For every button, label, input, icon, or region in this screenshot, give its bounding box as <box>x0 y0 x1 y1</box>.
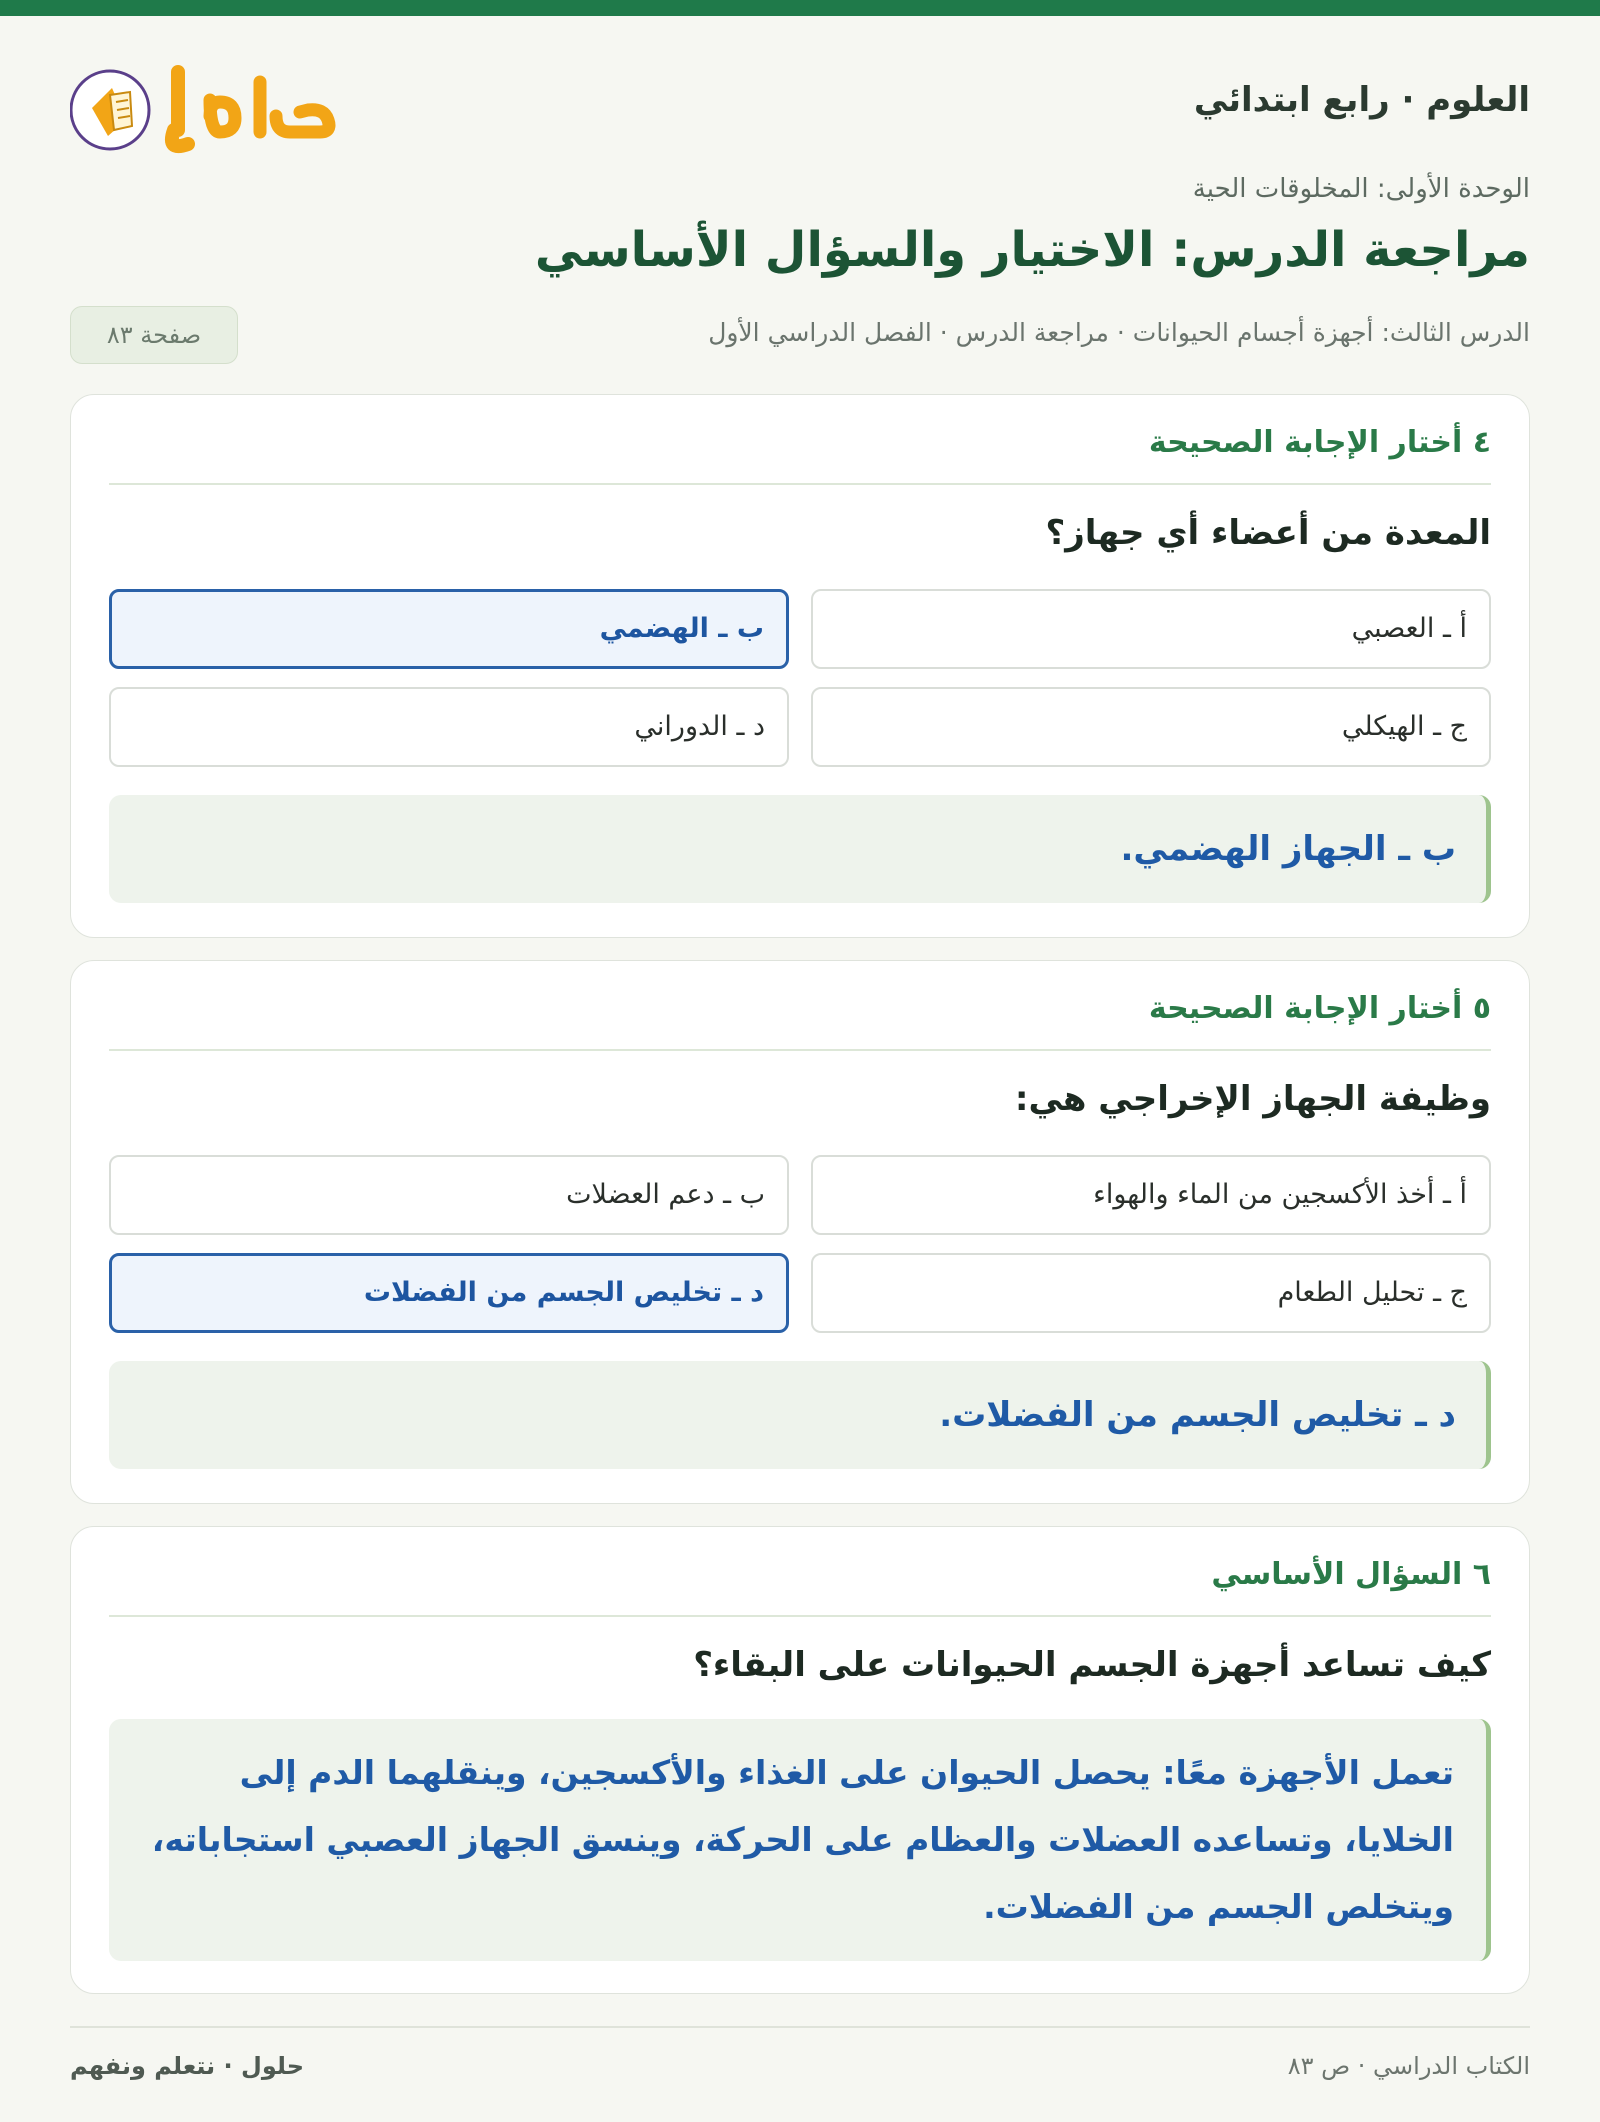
page-number-badge: صفحة ٨٣ <box>70 306 238 364</box>
hulul-logo[interactable] <box>70 60 340 160</box>
subject-title: العلوم · رابع ابتدائي <box>1193 80 1530 120</box>
option-a[interactable]: أ ـ العصبي <box>811 589 1491 669</box>
question-text: وظيفة الجهاز الإخراجي هي: <box>1014 1079 1491 1119</box>
option-b-selected[interactable]: ب ـ الهضمي <box>109 589 789 669</box>
option-c[interactable]: ج ـ تحليل الطعام <box>811 1253 1491 1333</box>
top-accent-bar <box>0 0 1600 16</box>
question-card-4 <box>70 394 1530 938</box>
answer-box: ب ـ الجهاز الهضمي. <box>109 795 1491 903</box>
page-title: مراجعة الدرس: الاختيار والسؤال الأساسي <box>534 222 1530 278</box>
unit-label: الوحدة الأولى: المخلوقات الحية <box>1192 174 1530 204</box>
question-card-6 <box>70 1526 1530 1994</box>
question-heading: ٤ أختار الإجابة الصحيحة <box>1148 425 1491 460</box>
card-heading <box>109 395 1491 485</box>
lesson-breadcrumb: الدرس الثالث: أجهزة أجسام الحيوانات · مراجعة الدرس · الفصل الدراسي الأول <box>708 318 1530 347</box>
option-d[interactable]: د ـ الدوراني <box>109 687 789 767</box>
card-heading <box>109 961 1491 1051</box>
answer-box: د ـ تخليص الجسم من الفضلات. <box>109 1361 1491 1469</box>
option-c[interactable]: ج ـ الهيكلي <box>811 687 1491 767</box>
option-d-selected[interactable]: د ـ تخليص الجسم من الفضلات <box>109 1253 789 1333</box>
question-text: المعدة من أعضاء أي جهاز؟ <box>1045 513 1491 553</box>
footer-brand: حلول · نتعلم ونفهم <box>70 2052 304 2080</box>
question-text: كيف تساعد أجهزة الجسم الحيوانات على البقاء؟ <box>693 1645 1491 1685</box>
footer-divider <box>70 2026 1530 2028</box>
option-a[interactable]: أ ـ أخذ الأكسجين من الماء والهواء <box>811 1155 1491 1235</box>
card-heading <box>109 1527 1491 1617</box>
footer-book-reference: الكتاب الدراسي · ص ٨٣ <box>1287 2052 1530 2080</box>
question-heading: ٥ أختار الإجابة الصحيحة <box>1148 991 1491 1026</box>
page-header <box>70 50 1530 160</box>
option-b[interactable]: ب ـ دعم العضلات <box>109 1155 789 1235</box>
question-card-5 <box>70 960 1530 1504</box>
question-heading: ٦ السؤال الأساسي <box>1211 1557 1491 1592</box>
essential-answer-box: تعمل الأجهزة معًا: يحصل الحيوان على الغذاء والأكسجين، وينقلهما الدم إلى الخلايا، وتساعده العضلات والعظام على الحركة، وينسق الجهاز العصبي استجاباته، ويتخلص الجسم من الفضلات. <box>109 1719 1491 1961</box>
